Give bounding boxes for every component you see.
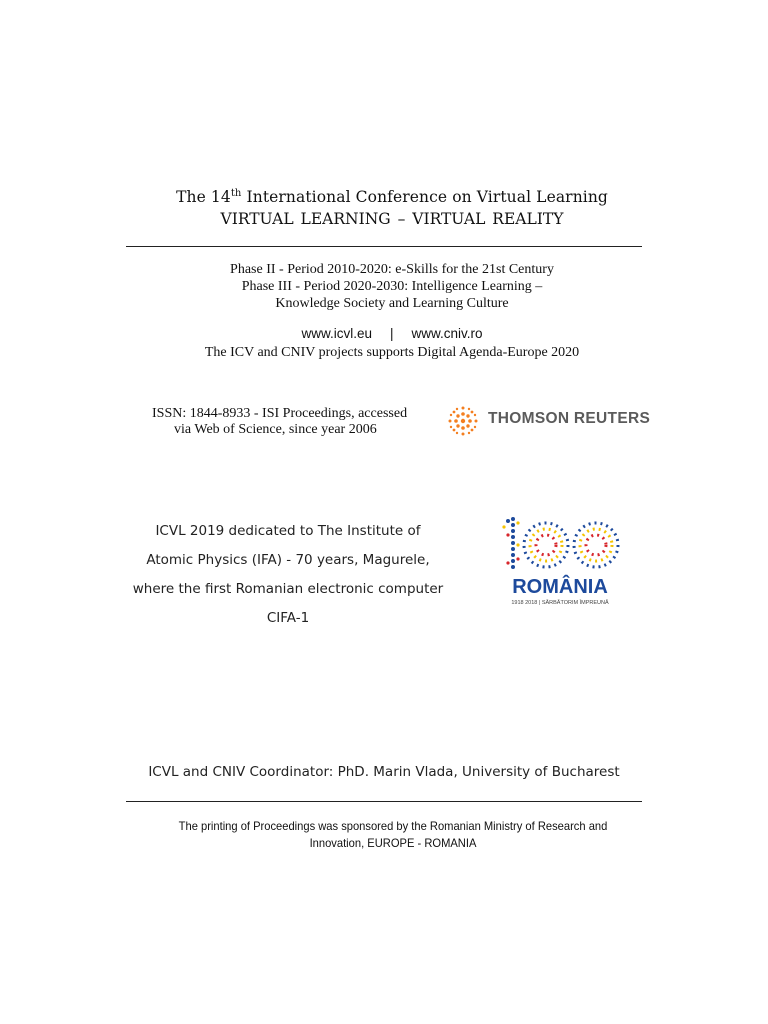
issn-line-1: ISSN: 1844-8933 - ISI Proceedings, accessed — [152, 406, 408, 421]
issn-info — [152, 406, 407, 438]
dedication-line-1: ICVL 2019 dedicated to The Institute of — [155, 523, 421, 539]
coordinator-text: ICVL and CNIV Coordinator: PhD. Marin Vlada, University of Bucharest — [148, 764, 620, 780]
romania-100-icon — [498, 515, 622, 607]
icvl-link[interactable]: www.icvl.eu — [301, 326, 372, 341]
thomson-reuters-wordmark: THOMSON REUTERS — [488, 410, 651, 427]
conference-subtitle: VIRTUAL LEARNING – VIRTUAL REALITY — [220, 210, 564, 228]
link-separator: | — [390, 326, 394, 341]
sponsor-line-2: Innovation, EUROPE - ROMANIA — [309, 836, 477, 850]
sponsor-line-1: The printing of Proceedings was sponsored by the Romanian Ministry of Research and — [178, 819, 608, 833]
title-suffix: International Conference on Virtual Learning — [241, 188, 608, 206]
romania-word: ROMÂNIA — [512, 576, 608, 598]
dedication-line-2: Atomic Physics (IFA) - 70 years, Magurele, — [146, 552, 430, 568]
dedication-line-3: where the first Romanian electronic computer — [132, 581, 444, 597]
phase-line-3: Knowledge Society and Learning Culture — [275, 296, 509, 311]
phase-line-2: Phase III - Period 2020-2030: Intelligence Learning – — [241, 279, 543, 294]
dedication-text — [118, 517, 458, 633]
phase-line-1: Phase II - Period 2010-2020: e-Skills for the 21st Century — [230, 262, 554, 277]
romania-centenary-logo — [498, 515, 622, 607]
cniv-link[interactable]: www.cniv.ro — [411, 326, 483, 341]
conference-title — [0, 188, 768, 206]
title-superscript: th — [230, 187, 242, 199]
support-text: The ICV and CNIV projects supports Digital Agenda-Europe 2020 — [204, 345, 580, 360]
dedication-line-4: CIFA-1 — [266, 610, 310, 626]
title-prefix: The 14 — [176, 188, 231, 206]
romania-tagline: 1918 2018 | SĂRBĂTORIM ÎMPREUNĂ — [511, 600, 609, 606]
website-links — [0, 326, 768, 341]
sponsor-note — [28, 818, 759, 852]
thomson-reuters-logo-icon — [446, 404, 480, 438]
bottom-divider — [126, 801, 642, 802]
top-divider — [126, 246, 642, 247]
issn-line-2: via Web of Science, since year 2006 — [174, 422, 377, 437]
